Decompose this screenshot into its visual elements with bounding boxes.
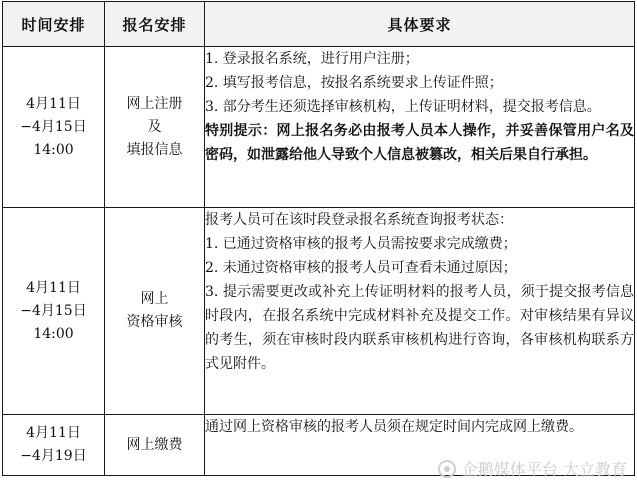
requirement-line: 2. 填写报考信息，按报名系统要求上传证件照； bbox=[205, 75, 503, 91]
table-row bbox=[3, 208, 635, 415]
requirement-line: 1. 登录报名系统，进行用户注册； bbox=[205, 51, 419, 67]
time-line: −4月19日 bbox=[20, 448, 87, 464]
schedule-table bbox=[2, 1, 635, 476]
requirement-cell bbox=[205, 47, 635, 208]
requirement-line: 通过网上资格审核的报考人员须在规定时间内完成网上缴费。 bbox=[205, 419, 583, 435]
special-notice: 特别提示：网上报名务必由报考人员本人操作，并妥善保管用户名及密码，如泄露给他人导致个人信息被篡改，相关后果自行承担。 bbox=[205, 123, 634, 163]
item-line: 网上 bbox=[140, 291, 169, 307]
requirement-line: 3. 提示需要更改或补充上传证明材料的报考人员，须于提交报考信息时段内，在报名系统中完成材料补充及提交工作。对审核结果有异议的考生，须在审核时段内联系审核机构进行咨询，各审核机构联系方式见附件。 bbox=[205, 284, 634, 372]
time-line: −4月15日 bbox=[20, 118, 87, 135]
table-row bbox=[3, 47, 635, 208]
header-time: 时间安排 bbox=[3, 2, 105, 47]
item-line: 及 bbox=[147, 118, 162, 135]
time-cell bbox=[3, 208, 105, 415]
header-registration: 报名安排 bbox=[105, 2, 205, 47]
requirement-line: 3. 部分考生还须选择审核机构，上传证明材料，提交报考信息。 bbox=[205, 99, 601, 115]
watermark bbox=[438, 457, 627, 480]
time-line: 4月11日 bbox=[26, 95, 81, 112]
time-line: 4月11日 bbox=[26, 425, 81, 441]
item-line: 资格审核 bbox=[126, 314, 183, 330]
time-line: −4月15日 bbox=[20, 302, 87, 319]
requirement-line: 1. 已通过资格审核的报考人员需按要求完成缴费； bbox=[205, 236, 517, 252]
header-row bbox=[3, 2, 635, 47]
item-cell bbox=[105, 47, 205, 208]
requirement-line: 2. 未通过资格审核的报考人员可查看未通过原因； bbox=[205, 260, 517, 276]
item-line: 网上注册 bbox=[126, 95, 183, 112]
requirement-cell bbox=[205, 208, 635, 415]
item-cell bbox=[105, 415, 205, 476]
penguin-logo-icon bbox=[438, 460, 456, 478]
item-line: 填报信息 bbox=[126, 141, 183, 158]
time-cell bbox=[3, 415, 105, 476]
header-requirements: 具体要求 bbox=[205, 2, 635, 47]
item-line: 网上缴费 bbox=[126, 436, 183, 453]
time-cell bbox=[3, 47, 105, 208]
item-cell bbox=[105, 208, 205, 415]
requirement-line: 报考人员可在该时段登录报名系统查询报考状态： bbox=[205, 212, 513, 228]
watermark-text: 企鹅媒体平台 大立教育 bbox=[461, 460, 627, 479]
time-line: 14:00 bbox=[33, 325, 74, 342]
time-line: 4月11日 bbox=[26, 279, 81, 296]
time-line: 14:00 bbox=[33, 141, 74, 158]
